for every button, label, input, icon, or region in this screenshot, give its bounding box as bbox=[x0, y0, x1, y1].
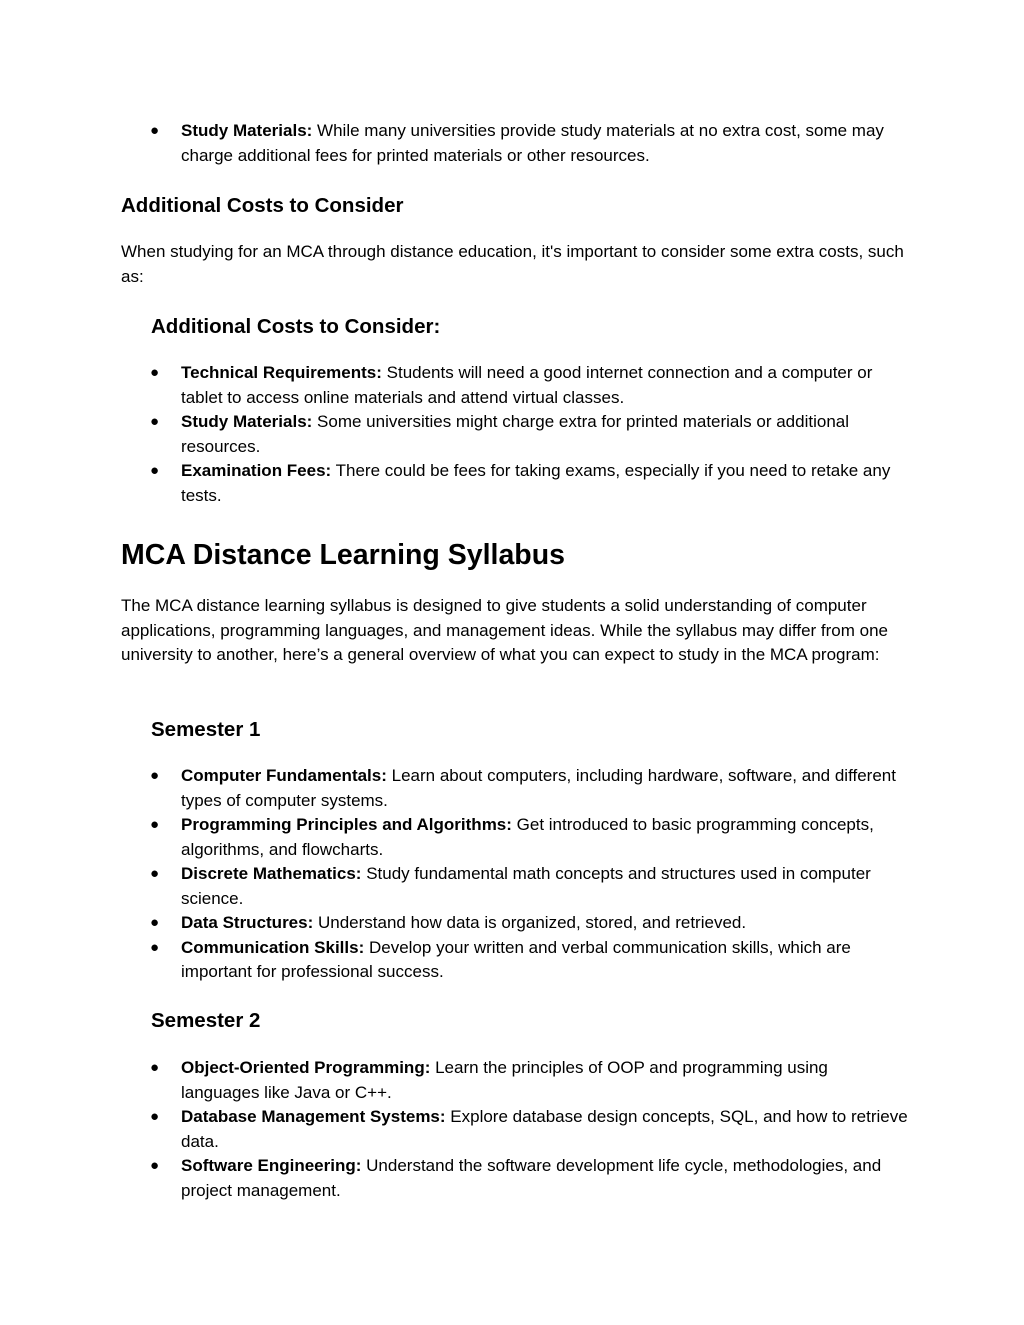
heading-semester-2: Semester 2 bbox=[151, 1009, 261, 1032]
item-term: Study Materials: bbox=[181, 412, 313, 431]
item-term: Database Management Systems: bbox=[181, 1107, 446, 1126]
list-item bbox=[150, 862, 910, 911]
item-term: Communication Skills: bbox=[181, 937, 365, 957]
bullet-icon: ● bbox=[150, 1059, 160, 1076]
item-text: Learn about computers, including hardware, software, and different types of computer systems. bbox=[181, 766, 896, 810]
list-item bbox=[150, 1154, 910, 1203]
list-item bbox=[150, 459, 910, 508]
bullet-icon: ● bbox=[150, 462, 160, 479]
item-term: Object-Oriented Programming: bbox=[181, 1058, 431, 1077]
syllabus-paragraph: The MCA distance learning syllabus is designed to give students a solid understanding of computer applications, programming languages, and management ideas. While the syllabus may differ from one university to another, here’s a general overview of what you can expect to study in the MCA program: bbox=[121, 596, 888, 664]
item-term: Programming Principles and Algorithms: bbox=[181, 815, 512, 834]
semester-2-list bbox=[150, 1056, 910, 1203]
item-text: While many universities provide study materials at no extra cost, some may charge additional fees for printed materials or other resources. bbox=[181, 121, 884, 165]
bullet-icon: ● bbox=[150, 122, 160, 139]
item-term: Computer Fundamentals: bbox=[181, 766, 387, 785]
item-text: Learn the principles of OOP and programming using languages like Java or C++. bbox=[181, 1058, 828, 1102]
item-term: Data Structures: bbox=[181, 913, 314, 932]
item-text: Study fundamental math concepts and structures used in computer science. bbox=[181, 864, 871, 908]
item-term: Study Materials: bbox=[181, 121, 313, 140]
item-term: Examination Fees: bbox=[181, 461, 332, 480]
item-text: Get introduced to basic programming concepts, algorithms, and flowcharts. bbox=[181, 815, 874, 859]
list-item bbox=[150, 1105, 910, 1154]
item-text: There could be fees for taking exams, especially if you need to retake any tests. bbox=[181, 461, 891, 505]
subheading-additional-costs: Additional Costs to Consider: bbox=[151, 315, 441, 338]
bullet-icon: ● bbox=[150, 938, 160, 956]
item-text: Explore database design concepts, SQL, and how to retrieve data. bbox=[181, 1107, 908, 1151]
section-heading-additional-costs: Additional Costs to Consider bbox=[121, 194, 404, 217]
list-item bbox=[150, 936, 910, 985]
bullet-icon: ● bbox=[150, 364, 160, 381]
item-text: Understand the software development life cycle, methodologies, and project management. bbox=[181, 1156, 882, 1200]
additional-costs-paragraph: When studying for an MCA through distance education, it's important to consider some extra costs, such as: bbox=[121, 242, 904, 286]
list-item bbox=[150, 813, 910, 862]
semester-1-list bbox=[150, 764, 910, 985]
item-term: Discrete Mathematics: bbox=[181, 864, 362, 883]
list-item bbox=[150, 410, 910, 459]
list-item bbox=[150, 1056, 910, 1105]
list-item bbox=[150, 764, 910, 813]
additional-costs-list bbox=[150, 361, 910, 508]
bullet-icon: ● bbox=[150, 816, 160, 833]
item-text: Students will need a good internet connection and a computer or tablet to access online materials and attend virtual classes. bbox=[181, 363, 873, 407]
item-term: Software Engineering: bbox=[181, 1156, 362, 1175]
list-item bbox=[150, 119, 910, 168]
item-term: Technical Requirements: bbox=[181, 363, 382, 382]
item-text: Some universities might charge extra for printed materials or additional resources. bbox=[181, 412, 850, 456]
list-item bbox=[150, 911, 910, 936]
list-item bbox=[150, 361, 910, 410]
item-text: Develop your written and verbal communication skills, which are important for professional success. bbox=[181, 937, 851, 981]
bullet-icon: ● bbox=[150, 767, 160, 784]
item-text: Understand how data is organized, stored, and retrieved. bbox=[313, 913, 747, 932]
top-bullet-list bbox=[150, 119, 910, 168]
bullet-icon: ● bbox=[150, 1108, 160, 1125]
bullet-icon: ● bbox=[150, 413, 160, 430]
heading-semester-1: Semester 1 bbox=[151, 718, 261, 741]
bullet-icon: ● bbox=[150, 914, 160, 931]
bullet-icon: ● bbox=[150, 865, 160, 882]
bullet-icon: ● bbox=[150, 1157, 160, 1174]
page-title-syllabus: MCA Distance Learning Syllabus bbox=[121, 539, 565, 571]
